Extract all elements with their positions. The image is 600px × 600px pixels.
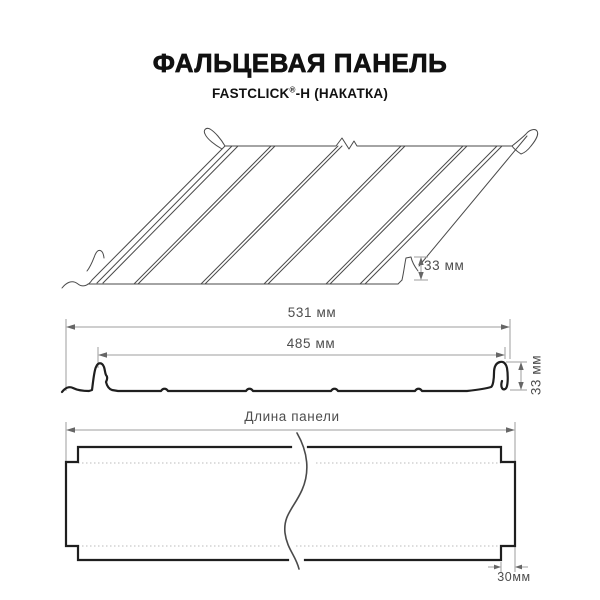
arrow-left	[66, 324, 75, 330]
arrow-right	[501, 324, 510, 330]
arrow-down	[518, 382, 523, 390]
plan-view-arrows	[66, 427, 522, 569]
brand-name: FASTCLICK	[211, 86, 290, 101]
panel-length-label: Длина панели	[244, 409, 340, 424]
left-seam-line	[103, 146, 238, 283]
panel-3d-view	[62, 128, 538, 288]
top-left-seam-cap	[204, 128, 225, 149]
left-seam-line	[97, 146, 232, 283]
plan-left-half	[66, 447, 291, 560]
top-right-seam-cap	[512, 130, 538, 154]
registered-mark: ®	[289, 85, 296, 95]
arrow-left	[98, 352, 107, 358]
plan-view-break	[285, 433, 307, 569]
rib-line	[205, 146, 342, 284]
cross-section-profile	[62, 362, 508, 392]
arrow-right	[506, 427, 515, 433]
left-seam-end-curl	[87, 250, 104, 271]
cross-section-dims	[66, 319, 527, 391]
model-suffix: -H (НАКАТКА)	[295, 86, 389, 101]
cross-section-arrows	[66, 324, 524, 390]
end-notch-label: 30мм	[497, 570, 531, 584]
plan-right-half	[305, 447, 515, 560]
rib-line	[134, 146, 271, 284]
seam-height-label-3d: 33 мм	[424, 258, 465, 273]
arrow-left-in	[515, 565, 522, 570]
arrow-down	[418, 272, 423, 280]
profile-outline	[62, 362, 508, 392]
right-outer-edge	[419, 136, 527, 266]
rib-line	[201, 146, 338, 284]
page-title: ФАЛЬЦЕВАЯ ПАНЕЛЬ	[152, 48, 448, 78]
bottom-right-corner	[398, 280, 402, 284]
arrow-right-in	[494, 565, 501, 570]
break-squiggle	[285, 433, 307, 569]
rib-line	[138, 146, 275, 284]
plan-view-fold-lines	[78, 463, 501, 546]
arrow-left	[66, 427, 75, 433]
rib-line	[268, 146, 405, 284]
seam-profile-3d	[402, 257, 418, 280]
profile-height-label: 33 мм	[528, 354, 544, 396]
panel-top-edge-with-break	[225, 138, 512, 149]
useful-width-label: 485 мм	[286, 336, 336, 351]
plan-view-outline	[66, 447, 515, 560]
overall-width-label: 531 мм	[287, 305, 337, 320]
arrow-right	[496, 352, 505, 358]
arrow-up	[518, 362, 523, 370]
plan-view-dims	[66, 422, 528, 572]
